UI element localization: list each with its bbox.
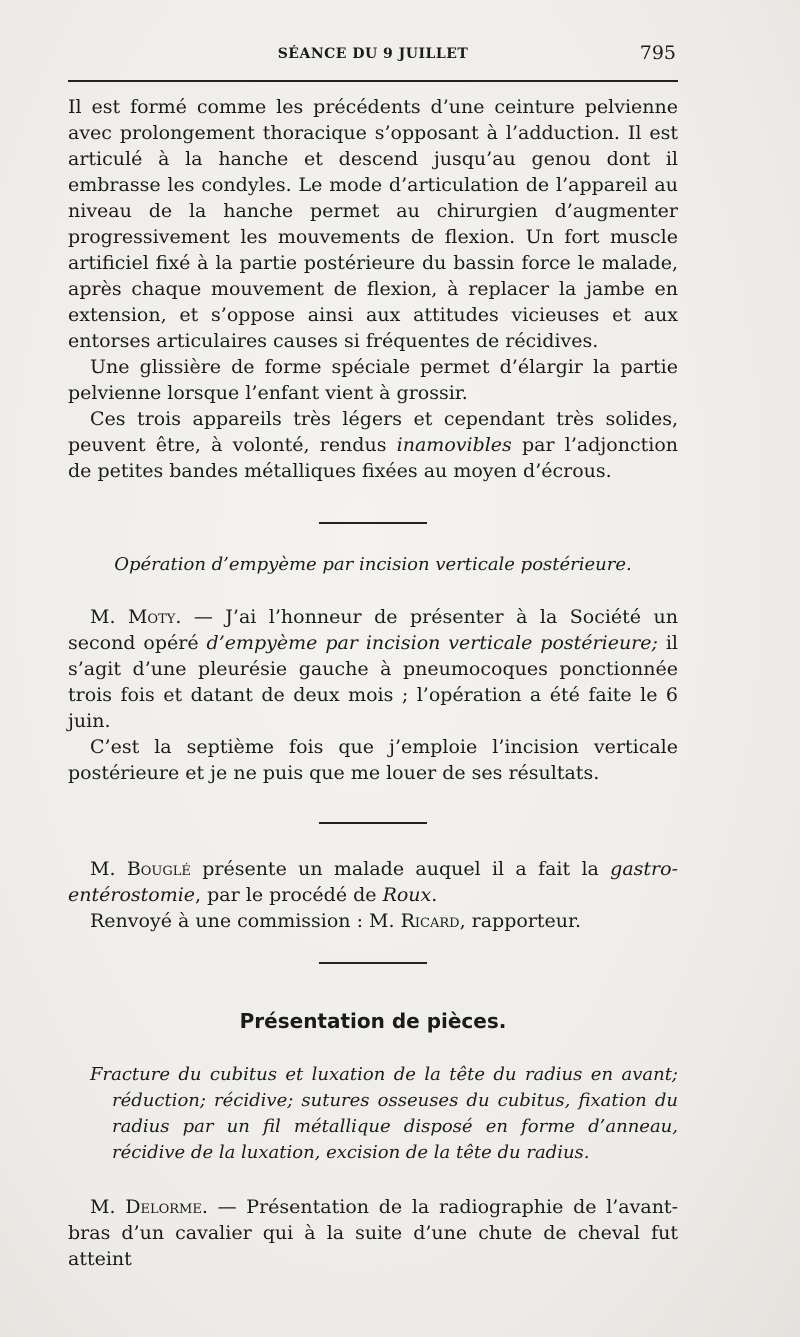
speaker-name: Delorme [125, 1196, 202, 1218]
text: . [431, 884, 438, 906]
text: , rapporteur. [459, 910, 582, 932]
paragraph-glissiere: Une glissière de forme spéciale permet d’élargir la partie pelvienne lorsque l’enfant vient à grossir. [68, 356, 678, 404]
text: . — Présentation de la radiographie de l’avant-bras d’un cavalier qui à la suite d’une chute de cheval fut atteint [68, 1196, 678, 1270]
paragraph-septieme: C’est la septième fois que j’emploie l’incision verticale postérieure et je ne puis que me louer de ses résultats. [68, 736, 678, 784]
page-number: 795 [639, 42, 676, 64]
text: Ces trois appareils très légers et cependant très solides, peuvent être, à volonté, rendus [68, 408, 678, 456]
text: , par le procédé de [195, 884, 383, 906]
text: présente un malade auquel il a fait la [190, 858, 611, 880]
page-header [68, 38, 678, 78]
running-title: SÉANCE DU 9 JUILLET [277, 46, 469, 62]
text: il s’agit d’une pleurésie gauche à pneumocoques ponctionnée trois fois et datant de deux mois ; l’opération a été faite le 6 juin. [68, 632, 678, 732]
paragraph-delorme [68, 1194, 678, 1272]
fracture-title: Fracture du cubitus et luxation de la tête du radius en avant; réduction; récidive; sutures osseuses du cubitus, fixation du radius par un fil métallique disposé en forme d’anneau, récidive de la luxation, excision de la tête du radius. [90, 1064, 678, 1163]
section-title-empyeme: Opération d’empyème par incision verticale postérieure. [114, 554, 632, 575]
speaker-prefix: M. [90, 606, 128, 628]
paragraph-renvoye [68, 908, 678, 934]
speaker-name: Ricard [400, 910, 460, 932]
text: par l’adjonction de petites bandes métalliques fixées au moyen d’écrous. [68, 434, 678, 482]
speaker-prefix: M. [90, 1196, 126, 1218]
paragraph-appareils [68, 406, 678, 484]
emphasis: inamovibles [396, 434, 512, 456]
paragraph-bougle [68, 856, 678, 908]
speaker-name: Moty [127, 606, 176, 628]
text: . — J’ai l’honneur de présenter à la Société un second opéré [68, 606, 678, 654]
emphasis: gastro-entérostomie [68, 858, 678, 906]
emphasis: Roux [382, 884, 432, 906]
text: Renvoyé à une commission : M. [90, 910, 401, 932]
speaker-prefix: M. [90, 858, 127, 880]
emphasis: d’empyème par incision verticale postérieure; [206, 632, 658, 654]
paragraph-appareil: Il est formé comme les précédents d’une ceinture pelvienne avec prolongement thoracique s’opposant à l’adduction. Il est articulé à la hanche et descend jusqu’au genou dont il embrasse les condyles. Le mode d’articulation de l’appareil au niveau de la hanche permet au chirurgien d’augmenter progressivement les mouvements de flexion. Un fort muscle artificiel fixé à la partie postérieure du bassin force le malade, après chaque mouvement de flexion, à replacer la jambe en extension, et s’oppose ainsi aux attitudes vicieuses et aux entorses articulaires causes si fréquentes de récidives. [68, 96, 678, 352]
paragraph-moty [68, 604, 678, 734]
separator-rule [319, 822, 427, 824]
separator-rule [319, 522, 427, 524]
section-heading: Présentation de pièces. [239, 1009, 507, 1033]
page-body [68, 94, 678, 1272]
header-rule [68, 80, 678, 82]
separator-rule [319, 962, 427, 964]
speaker-name: Bouglé [126, 858, 191, 880]
